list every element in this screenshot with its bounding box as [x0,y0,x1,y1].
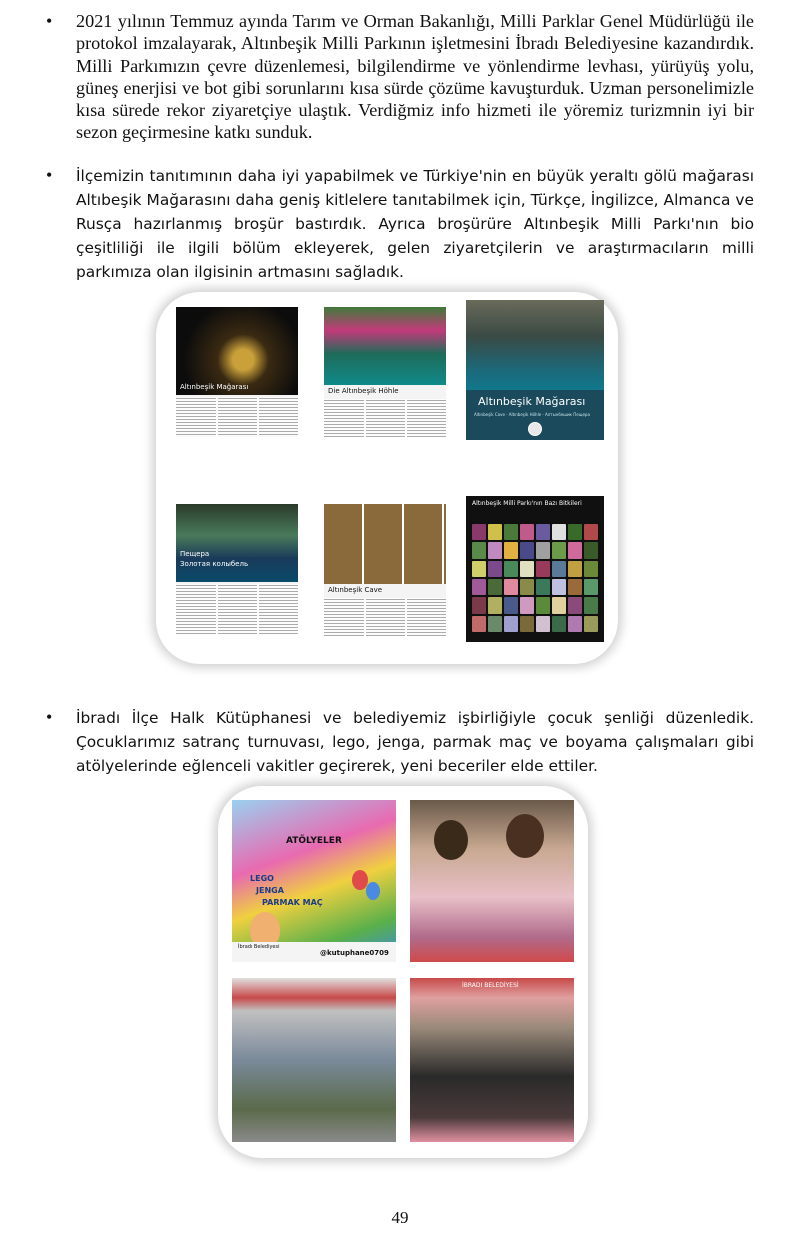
plants-title: Altınbeşik Milli Parkı'nın Bazı Bitkileri [472,500,582,507]
poster-item: LEGO [250,874,274,883]
poster-item: JENGA [256,886,284,895]
brochure-caption: Die Altınbeşik Höhle [328,387,399,395]
brochure-plants-page [466,496,604,642]
poster-footer: İbradı Belediyesi [238,944,280,950]
paragraph-brochure: İlçemizin tanıtımının daha iyi yapabilmek ve Türkiye'nin en büyük yeraltı gölü mağarası Altıbeşik Mağarasını daha geniş kitlelere tanıtabilmek için, Türkçe, İngilizce, Almanca ve Rusça hazırlanmış broşür bastırdık. Ayrıca broşürüre Altınbeşik Milli Parkı'nın bio çeşitliliği ile ilgili bölüm ekleyerek, gelen ziyaretçilerin ve araştırmacıların milli parkımıza olan ilgisinin artmasını sağladık. [76,167,754,281]
group-photo-children [232,978,396,1142]
municipality-seal-icon [528,422,542,436]
brochure-cover [466,300,604,440]
page-number: 49 [391,1208,409,1227]
poster-heading: ATÖLYELER [286,836,342,846]
festival-photo-collage [218,786,588,1158]
balloon-icon [366,882,380,900]
children-painting-photo [410,800,574,962]
poster-footer: @kutuphane0709 [320,949,389,957]
bullet-item-brochure [46,164,754,284]
poster-item: PARMAK MAÇ [262,898,323,907]
paragraph-children-festival: İbradı İlçe Halk Kütüphanesi ve belediyemiz işbirliğiyle çocuk şenliği düzenledik. Çocuklarımız satranç turnuvası, lego, jenga, parmak maç ve boyama çalışmaları gibi atölyelerinde eğlenceli vakitler geçirerek, yeni beceriler elde ettiler. [76,709,754,775]
paragraph-national-park: 2021 yılının Temmuz ayında Tarım ve Orman Bakanlığı, Milli Parklar Genel Müdürlüğü ile protokol imzalayarak, Altınbeşik Milli Parkının işletmesini İbradı Belediyesine kazandırdık. Milli Parkımızın çevre düzenlemesi, bilgilendirme ve yönlendirme levhası, yürüyüş yolu, güneş enerjisi ve bot gibi sorunlarını kısa sürde çözüme kavuşturduk. Uzman personelimizle kısa sürede rekor ziyaretçiye ulaştık. Verdiğmiz info hizmeti ile yöremiz turizmnin iyi bir sezon geçirmesine katkı sunduk. [76,11,754,143]
brochure-cover-subtitle: Altınbeşik Cave · Altınbeşik Höhle · Алтынбешик Пещера [474,412,590,417]
bullet-item-national-park [46,10,754,144]
tent-banner: İBRADI BELEDİYESİ [462,982,519,989]
bullet-icon: • [46,707,53,727]
officials-photo [410,978,574,1142]
plant-photo-grid [472,524,598,632]
brochure-caption: Пещера [180,550,210,558]
bullet-item-children-festival [46,706,754,778]
workshop-poster [232,800,396,962]
child-figure-icon [506,814,544,858]
brochure-caption: Altınbeşik Mağarası [180,383,249,391]
brochure-collage [156,292,618,664]
brochure-cover-title: Altınbeşik Mağarası [478,395,586,408]
brochure-caption: Altınbeşik Cave [328,586,383,594]
brochure-page-german [324,307,446,437]
bullet-icon: • [46,165,53,185]
brochure-page-russian [176,504,298,636]
brochure-caption: Золотая колыбель [180,560,249,568]
brochure-page-turkish [176,307,298,437]
bullet-icon: • [46,11,53,31]
child-figure-icon [434,820,468,860]
brochure-page-english [324,504,446,636]
cartoon-child-icon [250,912,280,946]
